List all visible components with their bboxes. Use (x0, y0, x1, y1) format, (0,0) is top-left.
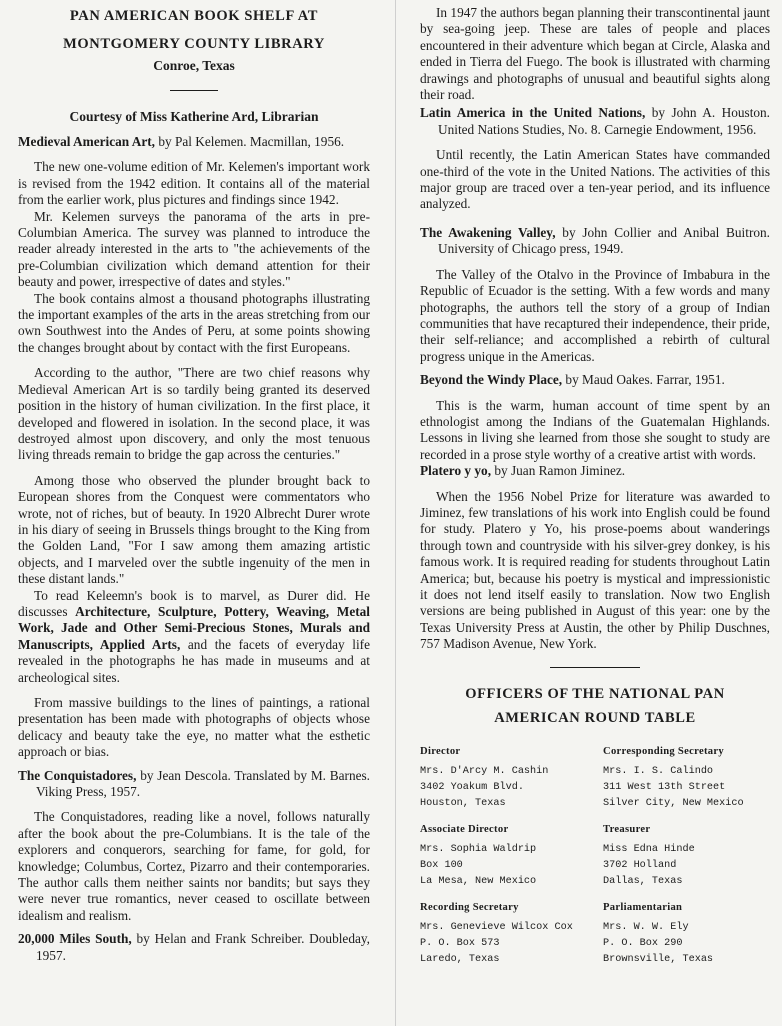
book-title: The Awakening Valley, (420, 224, 556, 240)
book-entry-latin-america-un (420, 105, 770, 212)
review-paragraph (18, 588, 370, 686)
officer-name: Mrs. Sophia Waldrip (420, 843, 537, 855)
book-title: Latin America in the United Nations, (420, 105, 646, 121)
officer-city: La Mesa, New Mexico (420, 875, 537, 887)
officer-role: Treasurer (603, 823, 651, 835)
officer-city: Dallas, Texas (603, 875, 683, 887)
book-details: by Maud Oakes. Farrar, 1951. (562, 372, 725, 388)
book-title: The Conquistadores, (18, 767, 137, 783)
officers-heading-line-2: AMERICAN ROUND TABLE (494, 709, 696, 726)
review-paragraph: According to the author, "There are two chief reasons why Medieval American Art is so tardily being granted its deserved position in the history of human civilization. In the first place, it developed and flowered in isolation. In the second place, it was destroyed almost upon discovery, and only the most tenuous living threads remain to bridge the gap across the centuries." (18, 365, 370, 463)
book-title: Platero y yo, (420, 463, 492, 479)
masthead-location: Conroe, Texas (153, 58, 235, 73)
book-citation (420, 105, 770, 138)
book-entry-medieval-american-art (18, 134, 370, 761)
book-details: by John Collier and Anibal Buitron. University of Chicago press, 1949. (438, 224, 770, 257)
review-paragraph: When the 1956 Nobel Prize for literature was awarded to Jiminez, few translations of his work into English could be found for study. Platero y Yo, his prose-poems about wanderings through town and countryside with his silver-grey donkey, is his famous work. It is required reading for students throughout Latin America; but, because his poetry is mystical and impressionistic it does not lend itself easily to translation. Now two English versions are being published in August of this year: one by the Texas University Press at Austin, the other by Philip Duschnes, 757 Madison Avenue, New York. (420, 488, 770, 652)
review-text: and the facets of everyday life revealed in the photographs he has made in museums and at archeological sites. (18, 636, 370, 685)
review-paragraph: Until recently, the Latin American States have commanded one-third of the vote in the United Nations. The activities of this major group are traced over a ten-year period, and its influence analyzed. (420, 147, 770, 212)
officers-grid (420, 744, 770, 968)
book-title: 20,000 Miles South, (18, 931, 132, 947)
officer-name: Mrs. I. S. Calindo (603, 765, 714, 777)
officer-address: 3402 Yoakum Blvd. (420, 781, 524, 793)
officer-role: Associate Director (420, 823, 509, 835)
masthead-line-1: PAN AMERICAN BOOK SHELF AT (69, 8, 319, 24)
officer-city: Houston, Texas (420, 797, 506, 809)
officer-role: Director (420, 745, 461, 757)
officer-address: P. O. Box 573 (420, 937, 500, 949)
book-entry-conquistadores (18, 768, 370, 925)
officers-rule (550, 667, 640, 668)
book-entry-beyond-windy-place (420, 372, 770, 463)
officer-name: Mrs. W. W. Ely (603, 921, 689, 933)
officers-heading-line-1: OFFICERS OF THE NATIONAL PAN (465, 685, 725, 702)
book-citation (18, 768, 370, 801)
officer-city: Brownsville, Texas (603, 953, 714, 965)
officer-card (420, 744, 603, 812)
book-citation (18, 134, 370, 150)
left-column (18, 0, 370, 964)
book-citation (420, 225, 770, 258)
officer-name: Mrs. Genevieve Wilcox Cox (420, 921, 573, 933)
courtesy-line: Courtesy of Miss Katherine Ard, Librarian (69, 109, 319, 124)
review-paragraph: This is the warm, human account of time spent by an ethnologist among the Indians of the Guatemalan Highlands. Lessons in living she learned from those she sought to study are recorded in a prose style worthy of a creative artist with words. (420, 397, 770, 462)
right-column (420, 0, 770, 968)
book-details: by John A. Houston. United Nations Studies, No. 8. Carnegie Endowment, 1956. (438, 105, 771, 137)
review-paragraph: The Conquistadores, reading like a novel, follows naturally after the book about the pre-Columbians. It is the tale of the explorers and conquerors, searching for fame, for gold, for knowledge; Columbus, Cortez, Pizarro and their contemporaries. The author calls them neither saints nor bandits; but says they were never true romantics, never ceased to oscillate between idealism and realism. (18, 809, 370, 923)
book-title: Medieval American Art, (18, 134, 155, 149)
review-paragraph: Mr. Kelemen surveys the panorama of the arts in pre-Columbian America. The survey was planned to introduce the reader already interested in the arts to "the achievements of the pre-Columbian civilization which demand attention for their beauty and power, irrespective of dates and styles." (18, 208, 370, 290)
book-entry-platero-y-yo (420, 463, 770, 652)
review-paragraph: From massive buildings to the lines of paintings, a rational presentation has been made with photographs of objects whose delicacy and beauty take the eye, no matter what the esthetic approach or bias. (18, 695, 370, 760)
officer-city: Silver City, New Mexico (603, 797, 744, 809)
officer-card (603, 822, 770, 890)
officer-address: 311 West 13th Street (603, 781, 726, 793)
officer-role: Corresponding Secretary (603, 745, 724, 757)
book-citation (18, 931, 370, 964)
officer-card (420, 822, 603, 890)
officer-role: Parliamentarian (603, 901, 683, 913)
officer-card (603, 744, 770, 812)
review-paragraph: The new one-volume edition of Mr. Kelemen's important work is revised from the 1942 edition. It contains all of the material from the earlier work, plus pictures and findings since 1942. (18, 159, 370, 208)
review-paragraph: Among those who observed the plunder brought back to European shores from the Conquest were commentators who wrote, not of riches, but of beauty. In 1920 Albrecht Durer wrote in his diary of seeing in Brussels things brought to the King from the Golden Land, "For I saw among them amazing artistic objects, and I marveled over the subtle ingenuity of the men in these distant lands." (18, 472, 370, 587)
officer-role: Recording Secretary (420, 901, 519, 913)
review-text: To read Keleemn's book is to marvel, as Durer did. He discusses (18, 587, 370, 619)
book-citation (420, 463, 770, 479)
officer-card (603, 900, 770, 968)
review-paragraph: The book contains almost a thousand photographs illustrating the important examples of the arts in the areas stretching from our own Southwest into the Andes of Peru, at some points showing the changes brought about by contact with the first Europeans. (18, 290, 370, 355)
book-details: by Juan Ramon Jiminez. (491, 463, 626, 479)
book-details: by Pal Kelemen. Macmillan, 1956. (155, 134, 345, 149)
officer-address: 3702 Holland (603, 859, 677, 871)
book-entry-20000-miles-south (18, 931, 370, 964)
review-paragraph: In 1947 the authors began planning their transcontinental jaunt by sea-going jeep. These are tales of people and places encountered in their adventure which began at Circle, Alaska and ended in Tierra del Fuego. The book is illustrated with charming drawings and photographs of unusual and beautiful sights along their road. (420, 5, 770, 103)
review-emphasis: Architecture, Sculpture, Pottery, Weaving, Metal Work, Jade and Other Semi-Precious Stones, Murals and Manuscripts, Applied Arts, (18, 603, 370, 652)
book-entry-awakening-valley (420, 225, 770, 365)
book-citation (420, 372, 770, 388)
masthead-rule (170, 90, 218, 91)
review-paragraph: The Valley of the Otalvo in the Province of Imbabura in the Republic of Ecuador is the setting. With a few words and many photographs, the authors tell the story of a group of Indian communities that have recaptured their independence, their pride, their self-reliance; and accomplished a rebirth of cultural progress unique in the Americas. (420, 266, 770, 364)
book-details: by Helan and Frank Schreiber. Doubleday, 1957. (36, 931, 370, 963)
column-divider (395, 0, 396, 1026)
book-details: by Jean Descola. Translated by M. Barnes. Viking Press, 1957. (36, 767, 370, 800)
officer-address: P. O. Box 290 (603, 937, 683, 949)
masthead-line-2: MONTGOMERY COUNTY LIBRARY (63, 36, 325, 52)
officer-name: Mrs. D'Arcy M. Cashin (420, 765, 549, 777)
officer-city: Laredo, Texas (420, 953, 500, 965)
book-title: Beyond the Windy Place, (420, 372, 563, 388)
officer-name: Miss Edna Hinde (603, 843, 695, 855)
officer-card (420, 900, 603, 968)
officer-address: Box 100 (420, 859, 463, 871)
